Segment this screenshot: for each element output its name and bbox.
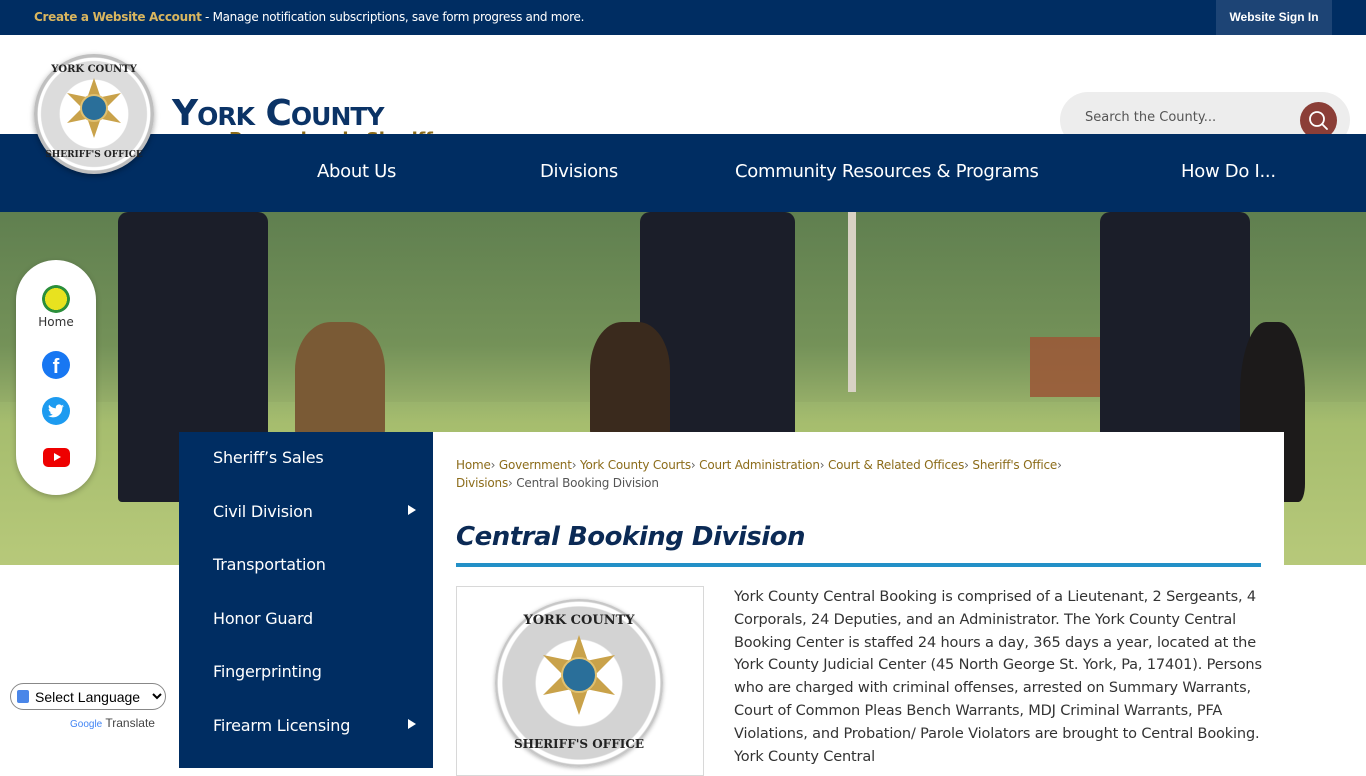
breadcrumb-link[interactable]: Court & Related Offices — [827, 458, 965, 472]
badge-top-text: YORK COUNTY — [523, 613, 635, 628]
sheriff-badge-icon — [495, 599, 663, 767]
breadcrumb-separator: › — [508, 476, 513, 490]
seal-top-text: YORK COUNTY — [51, 64, 137, 75]
breadcrumb-link[interactable]: Home — [456, 458, 491, 472]
submenu-arrow-icon[interactable] — [408, 505, 416, 515]
k9-dog — [590, 322, 670, 442]
sidenav-item-fingerprinting[interactable]: Fingerprinting — [213, 662, 322, 681]
sidenav-item-firearm-licensing[interactable]: Firearm Licensing — [213, 716, 351, 735]
facebook-icon[interactable]: f — [42, 351, 70, 379]
nav-item-divisions[interactable]: Divisions — [540, 161, 618, 182]
nav-item-about-us[interactable]: About Us — [317, 161, 397, 182]
state-seal-icon — [561, 657, 597, 693]
nav-item-community-resources[interactable]: Community Resources & Programs — [735, 161, 1039, 182]
breadcrumb-separator: › — [1057, 458, 1062, 472]
breadcrumb-separator: › — [490, 458, 496, 472]
breadcrumb-link[interactable]: Sheriff's Office — [972, 458, 1058, 472]
site-header — [0, 35, 1366, 134]
social-sidebar — [16, 260, 96, 495]
sheriff-seal-logo[interactable] — [34, 54, 154, 174]
seal-bottom-text: SHERIFF'S OFFICE — [45, 150, 143, 160]
powered-by-google-translate[interactable] — [70, 716, 155, 730]
translate-label: Translate — [105, 716, 155, 730]
account-message — [34, 10, 584, 24]
breadcrumb-separator: › — [964, 458, 969, 472]
home-link-label[interactable]: Home — [38, 315, 74, 329]
sidenav-item-transportation[interactable]: Transportation — [213, 555, 326, 574]
breadcrumb — [456, 456, 1076, 492]
badge-bottom-text: SHERIFF'S OFFICE — [513, 737, 645, 751]
home-logo-icon[interactable] — [42, 285, 70, 313]
main-nav — [0, 134, 1366, 212]
nav-item-how-do-i[interactable]: How Do I... — [1181, 161, 1276, 182]
sidenav-item-honor-guard[interactable]: Honor Guard — [213, 609, 314, 628]
title-divider — [456, 563, 1261, 567]
section-side-nav — [179, 432, 433, 768]
sheriff-badge-image — [456, 586, 704, 776]
officer-figure — [1100, 212, 1250, 442]
main-content — [433, 432, 1284, 768]
breadcrumb-link[interactable]: York County Courts — [579, 458, 691, 472]
google-logo-text: Google — [70, 719, 103, 730]
google-translate-widget — [10, 683, 166, 730]
google-translate-icon — [17, 690, 29, 703]
state-seal-icon — [80, 94, 108, 122]
breadcrumb-current: Central Booking Division — [516, 476, 659, 490]
create-account-link[interactable]: Create a Website Account — [34, 10, 202, 24]
youtube-icon[interactable] — [43, 448, 70, 467]
breadcrumb-separator: › — [571, 458, 577, 472]
account-message-text: - Manage notification subscriptions, save form progress and more. — [201, 10, 585, 24]
sidenav-item-sheriffs-sales[interactable]: Sheriff’s Sales — [213, 448, 324, 467]
breadcrumb-separator: › — [690, 458, 696, 472]
breadcrumb-link[interactable]: Government — [498, 458, 572, 472]
breadcrumb-link[interactable]: Divisions — [456, 476, 508, 490]
website-sign-in-button[interactable]: Website Sign In — [1216, 0, 1332, 35]
top-utility-bar — [0, 0, 1366, 35]
utility-pole — [848, 212, 856, 392]
submenu-arrow-icon[interactable] — [408, 719, 416, 729]
page-title: Central Booking Division — [456, 522, 806, 552]
k9-dog — [295, 322, 385, 442]
twitter-icon[interactable] — [42, 397, 70, 425]
sidenav-item-civil-division[interactable]: Civil Division — [213, 502, 313, 521]
breadcrumb-separator: › — [819, 458, 825, 472]
page-body-text: York County Central Booking is comprised of a Lieutenant, 2 Sergeants, 4 Corporals, 24 Deputies, and an Administrator. The York County Central Booking Center is staffed 24 hours a day, 365 days a year, located at the York County Judicial Center (45 North George St. York, Pa, 17401). Persons who are charged with criminal offenses, arrested on Summary Warrants, Court of Common Pleas Bench Warrants, MDJ Criminal Warrants, PFA Violations, and Probation/ Parole Violators are brought to Central Booking. York County Central — [734, 589, 1262, 765]
search-input[interactable] — [1085, 110, 1285, 125]
site-title[interactable]: York County — [172, 93, 384, 134]
language-select[interactable] — [10, 683, 166, 710]
breadcrumb-link[interactable]: Court Administration — [699, 458, 820, 472]
